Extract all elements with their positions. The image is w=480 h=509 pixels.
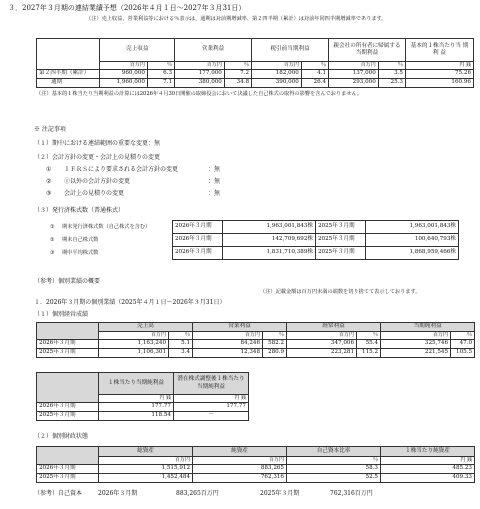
equity-note-period1: 2026年３月期 [98,490,138,497]
value-cell: 1,106,301 [99,349,169,358]
value-cell: 221,545 [381,349,451,358]
value-cell: 105.5 [451,349,475,358]
unit-cell: 百万円 [287,332,357,340]
value-cell: 347,006 [287,340,357,349]
value-cell: 582.2 [263,340,287,349]
eps-header: １株当たり当期純利益 [99,373,174,395]
value-cell: 25.3 [378,79,405,88]
value-cell: 84,246 [193,340,263,349]
unit-cell: 円 銭 [174,395,249,403]
value-cell: 75.26 [405,70,473,79]
value-cell: 160.96 [405,79,473,88]
forecast-table [36,38,474,88]
forecast-heading: ３．2027年３月期の連結業績予想（2026年４月１日～2027年３月31日） [8,4,246,12]
value-cell: 1,868,959,466株 [366,247,459,260]
unit-cell: 百万円 [175,62,225,70]
eps-header: 潜在株式調整後１株当たり当期純利益 [174,373,249,395]
unit-cell: 百万円 [193,457,287,465]
row-label: 2026年３月期 [37,465,99,474]
table-row [173,247,459,260]
forecast-col-header: 営業利益 [175,39,252,62]
forecast-note-bottom: （注）基本的１株当たり当期利益の計算には2026年４月30日開催の取締役会において決議した自己株式の取得の影響を含んでおりません。 [36,91,363,97]
fin-header: １株当たり純資産 [381,447,475,457]
table-row [37,465,475,474]
table-row [37,474,475,483]
value-cell: 177,000 [175,70,225,79]
share-no: ② [50,237,55,243]
value-cell: 58.3 [287,465,381,474]
value-cell: 1,515,912 [99,465,193,474]
equity-note-value2: 762,316百万円 [330,490,373,497]
reference-title: （参考）個別業績の概要 [34,278,101,285]
value-cell: 7.1 [147,79,174,88]
unit-cell: ％ [169,332,193,340]
notes-title: ※ 注記事項 [34,126,66,133]
perf-header: 経常利益 [287,323,381,332]
value-cell: 1,163,240 [99,340,169,349]
value-cell: 177.77 [174,403,249,412]
value-cell: 55.4 [357,340,381,349]
forecast-corner [37,39,100,70]
value-cell: 223,281 [287,349,357,358]
value-cell: 485.23 [381,465,475,474]
value-cell: 137,000 [329,70,379,79]
value-cell: 325,746 [381,340,451,349]
equity-note-value1: 883,265百万円 [176,490,219,497]
value-cell: 4.1 [301,70,328,79]
unit-cell: 百万円 [381,332,451,340]
equity-note-label: （参考）自己資本 [34,490,83,497]
unit-cell: 円 銭 [99,395,174,403]
value-cell: 1,960,000 [100,79,148,88]
value-cell: 1,831,710,389株 [223,247,316,260]
value-cell: 380,000 [175,79,225,88]
share-no: ③ [50,250,55,256]
unit-cell: 百万円 [329,62,379,70]
unit-cell: ％ [287,457,381,465]
value-cell: 5.1 [169,340,193,349]
table-row [37,349,475,358]
shares-table [172,220,459,260]
eps-corner [37,373,99,403]
period-cell: 2026年３月期 [173,234,223,247]
unit-cell: 百万円 [99,457,193,465]
row-label: 2025年３月期 [37,412,99,421]
sub-no: ③ [46,190,52,197]
value-cell: 7.2 [224,70,251,79]
eps-table [36,372,249,421]
forecast-note-top: （注）売上収益、営業利益等における％表示は、通期は対前期増減率、第２四半期（累計）は対前年同四半期増減率であります。 [86,16,387,22]
fin-header: 自己資本比率 [287,447,381,457]
row-label: 第２四半期（累計） [37,70,100,79]
unit-cell: ％ [357,332,381,340]
value-cell: 142,709,692株 [223,234,316,247]
value-cell: 115.2 [357,349,381,358]
equity-note-period2: 2025年３月期 [260,490,300,497]
table-row [37,403,249,412]
sub-value: ：無 [208,178,221,185]
value-cell: 1,963,001,843株 [366,221,459,234]
fin-header: 純資産 [193,447,287,457]
value-cell: 118.54 [99,412,174,421]
unit-cell: 円 銭 [381,457,475,465]
unit-cell: 百万円 [100,62,148,70]
row-label: 通期 [37,79,100,88]
share-label: 期末自己株式数 [62,237,99,243]
value-cell: 390,000 [252,79,302,88]
unit-cell: 百万円 [99,332,169,340]
value-cell: － [174,412,249,421]
value-cell: 883,265 [193,465,287,474]
perf-header: 売上高 [99,323,193,332]
share-label: 期末発行済株式数（自己株式を含む） [62,224,151,230]
forecast-col-header: 基本的１株当たり当 期 利 益 [405,39,473,62]
period-cell: 2025年３月期 [316,234,366,247]
unit-cell: ％ [147,62,174,70]
reference-note-right: （注）記載金額は百万円未満の端数を切り捨てて表示しております。 [260,289,421,295]
value-cell: 182,000 [252,70,302,79]
table-row [37,70,474,79]
perf-table [36,322,475,358]
fin-corner [37,447,99,465]
perf-header: 営業利益 [193,323,287,332]
sub-no: ① [46,166,52,173]
unit-cell: 円 銭 [405,62,473,70]
table-row [37,412,249,421]
unit-cell: ％ [451,332,475,340]
forecast-col-header: 税引前当期利益 [252,39,329,62]
perf-corner [37,323,99,340]
row-label: 2026年３月期 [37,403,99,412]
sub-no: ② [46,178,52,185]
table-row [37,79,474,88]
unit-cell: ％ [301,62,328,70]
reference-sub1: （１）個別経営成績 [34,311,89,318]
value-cell: 47.0 [451,340,475,349]
row-label: 2026年３月期 [37,340,99,349]
value-cell: 12,348 [193,349,263,358]
sub-text: ＩＦＲＳにより要求される会計方針の変更 [64,166,179,173]
reference-sub2: （２）個別財政状態 [34,433,89,440]
value-cell: 960,000 [100,70,148,79]
value-cell: 293,000 [329,79,379,88]
fin-table [36,446,475,483]
fin-header: 総資産 [99,447,193,457]
unit-cell: ％ [263,332,287,340]
value-cell: 177.77 [99,403,174,412]
notes-item3: （３）発行済株式数（普通株式） [34,207,125,214]
sub-value: ：無 [208,190,221,197]
notes-item1: （１）期中における連結範囲の重要な変更：無 [34,140,161,147]
unit-cell: ％ [378,62,405,70]
reference-section1: １．2026年３月期の個別業績（2025年４月１日～2026年３月31日） [34,299,226,306]
forecast-col-header: 親会社の所有者に帰属する当期利益 [329,39,406,62]
sub-value: ：無 [208,166,221,173]
value-cell: 100,640,793株 [366,234,459,247]
value-cell: 3.4 [169,349,193,358]
period-cell: 2025年３月期 [316,221,366,234]
period-cell: 2026年３月期 [173,221,223,234]
share-no: ① [50,224,55,230]
row-label: 2025年３月期 [37,349,99,358]
row-label: 2025年３月期 [37,474,99,483]
forecast-col-header: 売上収益 [100,39,175,62]
value-cell: 34.8 [224,79,251,88]
value-cell: 762,316 [193,474,287,483]
notes-item2: （２）会計方針の変更・会計上の見積りの変更 [34,154,161,161]
unit-cell: 百万円 [252,62,302,70]
value-cell: 280.9 [263,349,287,358]
value-cell: 6.3 [147,70,174,79]
table-row [173,221,459,234]
value-cell: 1,452,484 [99,474,193,483]
sub-text: ①以外の会計方針の変更 [64,178,131,185]
perf-header: 当期純利益 [381,323,475,332]
sub-text: 会計上の見積りの変更 [64,190,125,197]
table-row [37,340,475,349]
value-cell: 3.5 [378,70,405,79]
period-cell: 2025年３月期 [316,247,366,260]
period-cell: 2026年３月期 [173,247,223,260]
value-cell: 52.5 [287,474,381,483]
value-cell: 1,963,001,843株 [223,221,316,234]
value-cell: 26.4 [301,79,328,88]
table-row [173,234,459,247]
value-cell: 409.33 [381,474,475,483]
unit-cell: 百万円 [193,332,263,340]
share-label: 期中平均株式数 [62,250,99,256]
unit-cell: ％ [224,62,251,70]
